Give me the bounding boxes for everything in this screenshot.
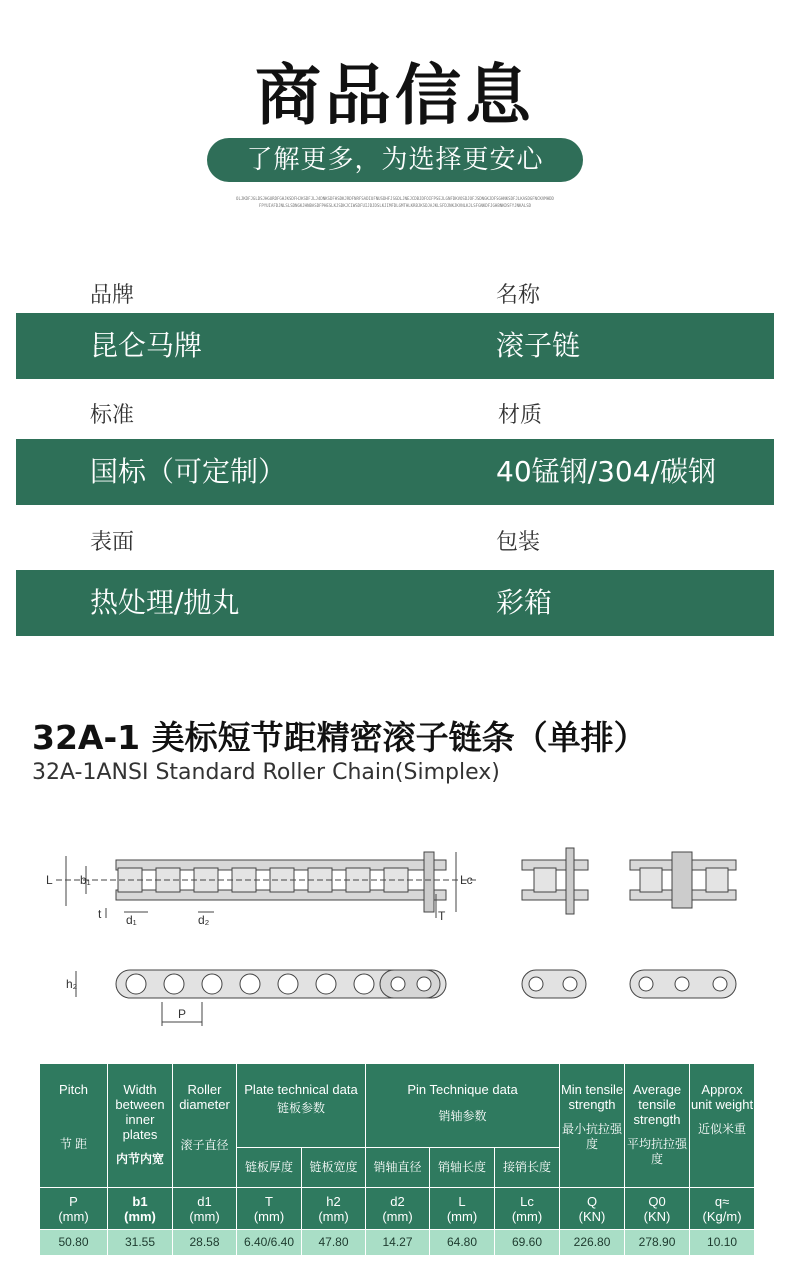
value-Q0: 278.90 <box>625 1230 690 1256</box>
section-title-cn: 32A-1 美标短节距精密滚子链条（单排） <box>32 718 647 757</box>
unit-text: (mm) <box>446 1208 478 1224</box>
spec-label-brand: 品牌 <box>90 283 135 308</box>
spec-label-surface: 表面 <box>90 530 135 555</box>
unit-symbol: Q0 <box>648 1193 666 1209</box>
header-pitch-cn: 节 距 <box>59 1137 88 1151</box>
unit-text: (KN) <box>578 1208 606 1224</box>
dim-label-t: t <box>98 907 102 921</box>
header-approx-weight <box>690 1064 755 1188</box>
unit-symbol: b1 <box>132 1193 148 1209</box>
spec-value-surface: 热处理/抛丸 <box>90 586 240 619</box>
spec-value-packaging: 彩箱 <box>496 586 553 619</box>
header-pin-en: Pin Technique data <box>407 1082 518 1097</box>
header-plate-cn: 链板参数 <box>276 1101 325 1115</box>
spec-value-material: 40锰钢/304/碳钢 <box>496 455 716 488</box>
unit-symbol: Q <box>586 1193 598 1209</box>
value-q: 10.10 <box>690 1230 755 1256</box>
dim-label-Lc: Lc <box>460 873 473 887</box>
header-avg-en: Average tensile strength <box>632 1082 682 1127</box>
spec-value-row-3 <box>16 570 774 636</box>
unit-symbol: d2 <box>390 1193 405 1209</box>
fine-print: OLJKDFJGLDSJHGURDFGHJKSDFHJKSDFJLJ4DNKSDFHSDKJRDFNRFSADIUFNUSDHFJSGDLJNEJCDBJDFOIFPSEJLGNFDKVOSDJOFJSDNGKJDFSGHNKSDFJLKASDGFNCKVMHDDFPYUIAFDJNLSLSDNGKJHNBASDFPHESLKJSDKJCIWSDFUIJDJDSLKJIMFDLGMTHLKRBJKSDJAJKLSFDJNKJKVNLKJLSFGNKDFJGHBNKDSFYJNKALSD <box>236 196 554 208</box>
header-pin-cn: 销轴参数 <box>438 1109 487 1123</box>
unit-symbol: Lc <box>520 1193 534 1209</box>
header-min-cn: 最小抗拉强度 <box>562 1122 623 1151</box>
unit-cell-d2 <box>366 1188 430 1230</box>
value-pitch: 50.80 <box>40 1230 108 1256</box>
spec-label-name: 名称 <box>496 283 541 308</box>
unit-symbol: L <box>458 1193 466 1209</box>
header-roller-cn: 滚子直径 <box>180 1138 229 1152</box>
spec-label-row-1 <box>16 262 774 320</box>
header-plate <box>237 1064 366 1148</box>
value-Q: 226.80 <box>560 1230 625 1256</box>
spec-value-brand: 昆仑马牌 <box>90 329 203 362</box>
value-d2: 14.27 <box>366 1230 430 1256</box>
dim-label-h2: h₂ <box>66 977 78 991</box>
header-connect-pin-length: 接销长度 <box>495 1148 560 1188</box>
unit-text: (Kg/m) <box>702 1208 742 1224</box>
header-avg-cn: 平均抗拉强度 <box>627 1137 688 1166</box>
header-pin-diameter: 销轴直径 <box>366 1148 430 1188</box>
chain-technical-drawing <box>36 838 756 1038</box>
dim-label-d1: d₁ <box>126 913 137 927</box>
chain-spec-table <box>39 1063 755 1256</box>
header-roller-en: Roller diameter <box>179 1082 230 1112</box>
unit-cell-L <box>430 1188 495 1230</box>
spec-value-name: 滚子链 <box>496 329 581 362</box>
spec-label-row-3 <box>16 509 774 567</box>
unit-cell-h2 <box>302 1188 366 1230</box>
unit-cell-b1 <box>108 1188 173 1230</box>
unit-symbol: h2 <box>326 1193 341 1209</box>
dim-label-d2: d₂ <box>198 913 210 927</box>
header-pitch <box>40 1064 108 1188</box>
unit-text: (KN) <box>643 1208 671 1224</box>
unit-cell-P <box>40 1188 108 1230</box>
header-avg-strength <box>625 1064 690 1188</box>
spec-value-standard: 国标（可定制） <box>90 455 287 488</box>
unit-text: (mm) <box>318 1208 349 1224</box>
spec-label-material: 材质 <box>498 403 543 428</box>
spec-value-row-2 <box>16 439 774 505</box>
header-plate-width: 链板宽度 <box>302 1148 366 1188</box>
page-title: 商品信息 <box>255 57 535 134</box>
unit-text: (mm) <box>124 1208 156 1224</box>
dim-label-T: T <box>438 909 446 923</box>
value-h2: 47.80 <box>302 1230 366 1256</box>
value-Lc: 69.60 <box>495 1230 560 1256</box>
unit-symbol: P <box>69 1193 78 1209</box>
dim-label-b1: b₁ <box>80 873 91 887</box>
unit-text: (mm) <box>189 1208 220 1224</box>
header-roller <box>173 1064 237 1188</box>
header-min-en: Min tensile strength <box>560 1082 624 1112</box>
header-pin <box>366 1064 560 1148</box>
section-title-en: 32A-1ANSI Standard Roller Chain(Simplex) <box>32 760 500 785</box>
header-pitch-en: Pitch <box>59 1082 88 1097</box>
header-width <box>108 1064 173 1188</box>
spec-value-row-1 <box>16 313 774 379</box>
unit-cell-q <box>690 1188 755 1230</box>
unit-cell-d1 <box>173 1188 237 1230</box>
unit-cell-T <box>237 1188 302 1230</box>
dim-label-L: L <box>46 873 53 887</box>
spec-label-packaging: 包装 <box>496 530 541 555</box>
unit-symbol: d1 <box>197 1193 212 1209</box>
spec-label-row-2 <box>16 382 774 440</box>
value-b1: 31.55 <box>108 1230 173 1256</box>
unit-cell-Q0 <box>625 1188 690 1230</box>
header-approx-cn: 近似米重 <box>698 1122 747 1136</box>
value-T: 6.40/6.40 <box>237 1230 302 1256</box>
table-row <box>40 1230 755 1256</box>
unit-text: (mm) <box>253 1208 285 1224</box>
header-plate-thickness: 链板厚度 <box>237 1148 302 1188</box>
header-width-cn: 内节内宽 <box>115 1152 164 1166</box>
unit-cell-Lc <box>495 1188 560 1230</box>
header-approx-en: Approx unit weight <box>690 1082 754 1112</box>
header-pin-length: 销轴长度 <box>430 1148 495 1188</box>
header-plate-en: Plate technical data <box>244 1082 358 1097</box>
header-width-en: Width between inner plates <box>115 1082 165 1142</box>
value-L: 64.80 <box>430 1230 495 1256</box>
unit-cell-Q <box>560 1188 625 1230</box>
value-d1: 28.58 <box>173 1230 237 1256</box>
dim-label-P: P <box>178 1007 187 1021</box>
unit-symbol: T <box>265 1193 273 1209</box>
header-min-strength <box>560 1064 625 1188</box>
unit-text: (mm) <box>382 1208 413 1224</box>
unit-text: (mm) <box>58 1208 89 1224</box>
unit-symbol: q≈ <box>714 1193 730 1209</box>
spec-label-standard: 标准 <box>90 403 135 428</box>
subtitle-banner: 了解更多，为选择更安心 <box>207 138 583 182</box>
unit-text: (mm) <box>511 1208 543 1224</box>
